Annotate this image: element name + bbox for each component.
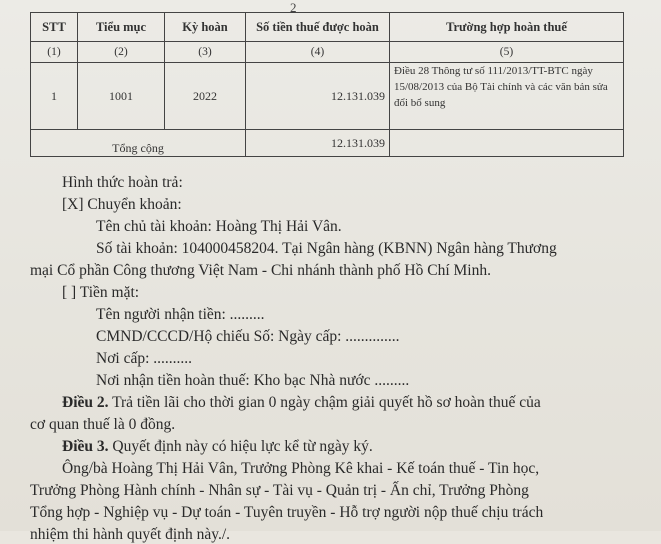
transfer-label: Chuyển khoản: — [87, 196, 182, 213]
index-cell: (3) — [165, 42, 246, 63]
header-truong-hop: Trường hợp hoàn thuế — [390, 13, 624, 42]
index-cell: (1) — [31, 42, 78, 63]
article-3-text-line1: Quyết định này có hiệu lực kể từ ngày ký. — [108, 438, 373, 455]
header-ky-hoan: Kỳ hoàn — [165, 13, 246, 42]
article-3-text-line5: nhiệm thi hành quyết định này./. — [30, 526, 231, 543]
article-3-text-line2: Ông/bà Hoàng Thị Hải Vân, Trưởng Phòng Kê khai - Kế toán thuế - Tin học, — [62, 460, 540, 477]
article-3-text-line4: Tổng hợp - Nghiệp vụ - Dự toán - Tuyên truyền - Hỗ trợ người nộp thuế chịu trách — [30, 504, 544, 521]
transfer-option — [62, 196, 182, 214]
cell-tieu-muc: 1001 — [78, 63, 165, 130]
article-2-heading: Điều 2. — [62, 394, 109, 411]
total-value: 12.131.039 — [246, 130, 390, 157]
header-tieu-muc: Tiểu mục — [78, 13, 165, 42]
article-2 — [62, 394, 541, 412]
refund-method-label: Hình thức hoàn trả: — [62, 174, 183, 191]
cell-stt: 1 — [31, 63, 78, 130]
header-so-tien: Số tiền thuế được hoàn — [246, 13, 390, 42]
cell-ky-hoan: 2022 — [165, 63, 246, 130]
cash-option — [62, 284, 139, 302]
page-number: 2 — [290, 0, 297, 15]
issue-place: Nơi cấp: .......... — [96, 350, 193, 367]
cash-checkbox: [ ] — [62, 284, 77, 301]
article-3-text-line3: Trưởng Phòng Hành chính - Nhân sự - Tài vụ - Quản trị - Ấn chỉ, Trưởng Phòng — [30, 482, 529, 499]
index-cell: (2) — [78, 42, 165, 63]
article-2-text-line1: Trả tiền lãi cho thời gian 0 ngày chậm giải quyết hồ sơ hoàn thuế của — [108, 394, 541, 411]
receiver-name: Tên người nhận tiền: ......... — [96, 306, 265, 323]
account-number-line2: mại Cổ phần Công thương Việt Nam - Chi nhánh thành phố Hồ Chí Minh. — [30, 262, 491, 279]
header-stt: STT — [31, 13, 78, 42]
article-3 — [62, 438, 373, 456]
article-3-heading: Điều 3. — [62, 438, 109, 455]
account-number-line1: Số tài khoản: 104000458204. Tại Ngân hàng (KBNN) Ngân hàng Thương — [96, 240, 557, 257]
cell-truong-hop: Điều 28 Thông tư số 111/2013/TT-BTC ngày 15/08/2013 của Bộ Tài chính và các văn bản sửa đổi bổ sung — [390, 63, 624, 130]
table-row — [31, 63, 624, 130]
total-label: Tổng cộng — [31, 130, 246, 157]
id-line: CMND/CCCD/Hộ chiếu Số: Ngày cấp: .............. — [96, 328, 400, 345]
article-2-text-line2: cơ quan thuế là 0 đồng. — [30, 416, 176, 433]
refund-table — [30, 12, 624, 157]
total-empty-cell — [390, 130, 624, 157]
table-header-row — [31, 13, 624, 42]
receive-place: Nơi nhận tiền hoàn thuế: Kho bạc Nhà nước ......... — [96, 372, 410, 389]
transfer-checkbox: [X] — [62, 196, 84, 213]
cell-so-tien: 12.131.039 — [246, 63, 390, 130]
index-cell: (5) — [390, 42, 624, 63]
cash-label: Tiền mặt: — [79, 284, 140, 301]
table-index-row — [31, 42, 624, 63]
account-holder: Tên chủ tài khoản: Hoàng Thị Hải Vân. — [96, 218, 342, 235]
table-total-row — [31, 130, 624, 157]
index-cell: (4) — [246, 42, 390, 63]
